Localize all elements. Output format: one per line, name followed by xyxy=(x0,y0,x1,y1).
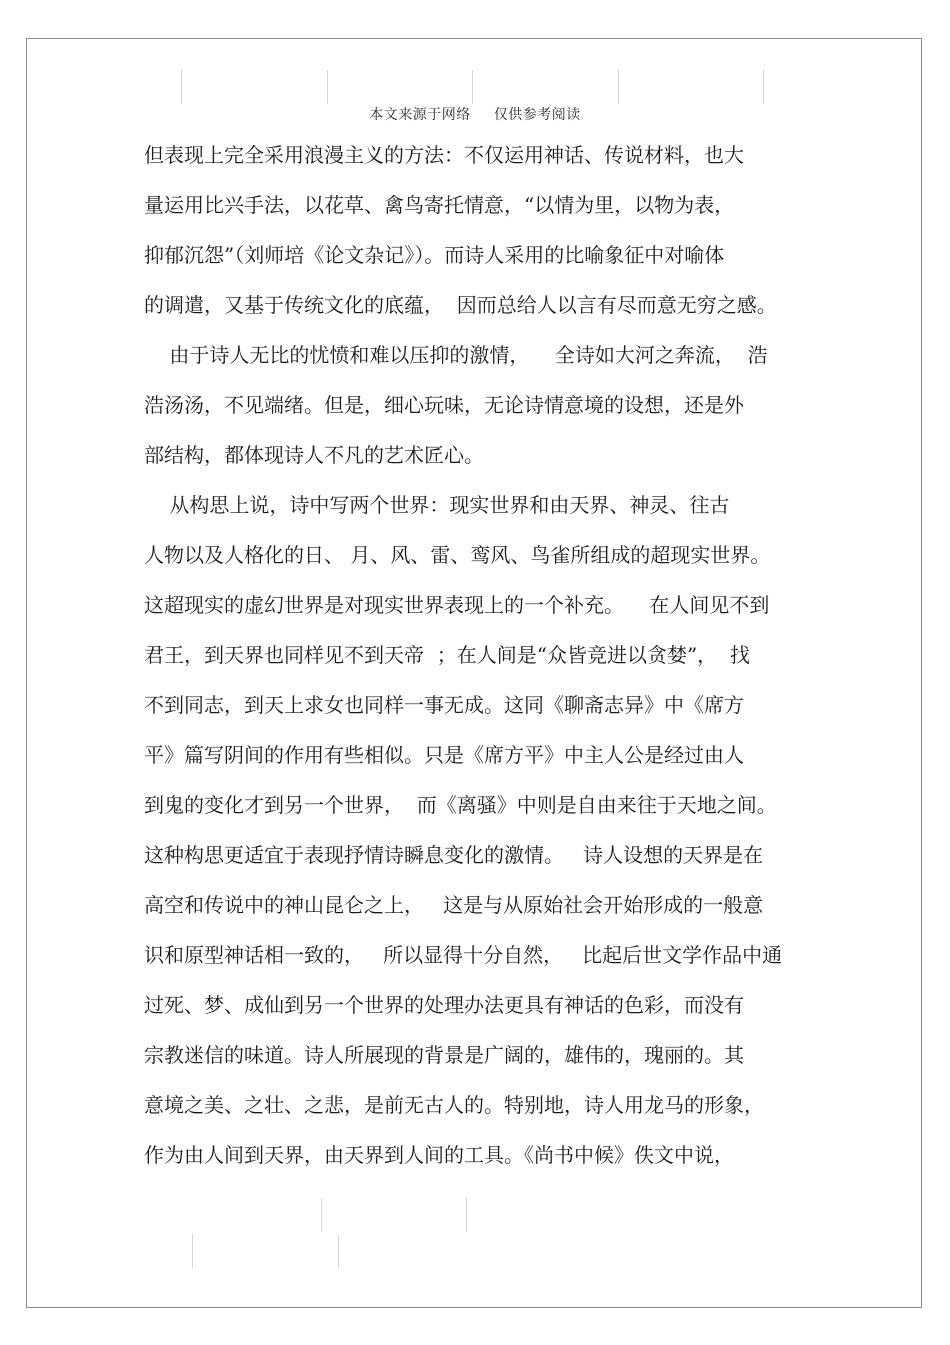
text-line: 从构思上说，诗中写两个世界：现实世界和由天界、神灵、往古 xyxy=(144,493,730,517)
text-line: 人物以及人格化的日、 月、风、雷、鸾风、鸟雀所组成的超现实世界。 xyxy=(144,543,771,567)
text-line: 这种构思更适宜于表现抒情诗瞬息变化的激情。 诗人设想的天界是在 xyxy=(144,843,764,867)
text-line: 作为由人间到天界，由天界到人间的工具。《尚书中候》佚文中说， xyxy=(144,1143,734,1167)
divider xyxy=(338,1234,339,1268)
text-line: 但表现上完全采用浪漫主义的方法：不仅运用神话、传说材料，也大 xyxy=(144,143,744,167)
divider xyxy=(763,70,764,104)
divider xyxy=(472,70,473,104)
divider xyxy=(181,70,182,104)
divider xyxy=(618,70,619,104)
text-line: 识和原型神话相一致的， 所以显得十分自然， 比起后世文学作品中通 xyxy=(144,943,783,967)
text-line: 高空和传说中的神山昆仑之上， 这是与从原始社会开始形成的一般意 xyxy=(144,893,764,917)
text-line: 到鬼的变化才到另一个世界， 而《离骚》中则是自由来往于天地之间。 xyxy=(144,793,777,817)
divider xyxy=(466,1198,467,1232)
text-line: 宗教迷信的味道。诗人所展现的背景是广阔的，雄伟的，瑰丽的。其 xyxy=(144,1043,744,1067)
divider xyxy=(192,1234,193,1268)
text-line: 意境之美、之壮、之悲，是前无古人的。特别地，诗人用龙马的形象， xyxy=(144,1093,764,1117)
text-line: 君王，到天界也同样见不到天帝 ；在人间是“众皆竞进以贪婪”， 找 xyxy=(144,643,750,667)
divider xyxy=(321,1198,322,1232)
text-line: 平》篇写阴间的作用有些相似。只是《席方平》中主人公是经过由人 xyxy=(144,743,744,767)
text-line: 过死、梦、成仙到另一个世界的处理办法更具有神话的色彩，而没有 xyxy=(144,993,744,1017)
text-line: 浩汤汤，不见端绪。但是，细心玩味，无论诗情意境的设想，还是外 xyxy=(144,393,744,417)
body-text xyxy=(144,130,814,1180)
text-line: 抑郁沉怨”（刘师培《论文杂记》）。而诗人采用的比喻象征中对喻体 xyxy=(144,243,725,267)
text-line: 部结构，都体现诗人不凡的艺术匠心。 xyxy=(144,443,484,467)
text-line: 由于诗人无比的忧愤和难以压抑的激情， 全诗如大河之奔流， 浩 xyxy=(144,343,768,367)
source-note: 本文来源于网络 仅供参考阅读 xyxy=(369,107,581,123)
text-line: 这超现实的虚幻世界是对现实世界表现上的一个补充。 在人间见不到 xyxy=(144,593,770,617)
text-line: 不到同志，到天上求女也同样一事无成。这同《聊斋志异》中《席方 xyxy=(144,693,744,717)
divider xyxy=(327,70,328,104)
text-line: 量运用比兴手法，以花草、禽鸟寄托情意，“以情为里，以物为表， xyxy=(144,193,735,217)
text-line: 的调遣，又基于传统文化的底蕴， 因而总给人以言有尽而意无穷之感。 xyxy=(144,293,777,317)
